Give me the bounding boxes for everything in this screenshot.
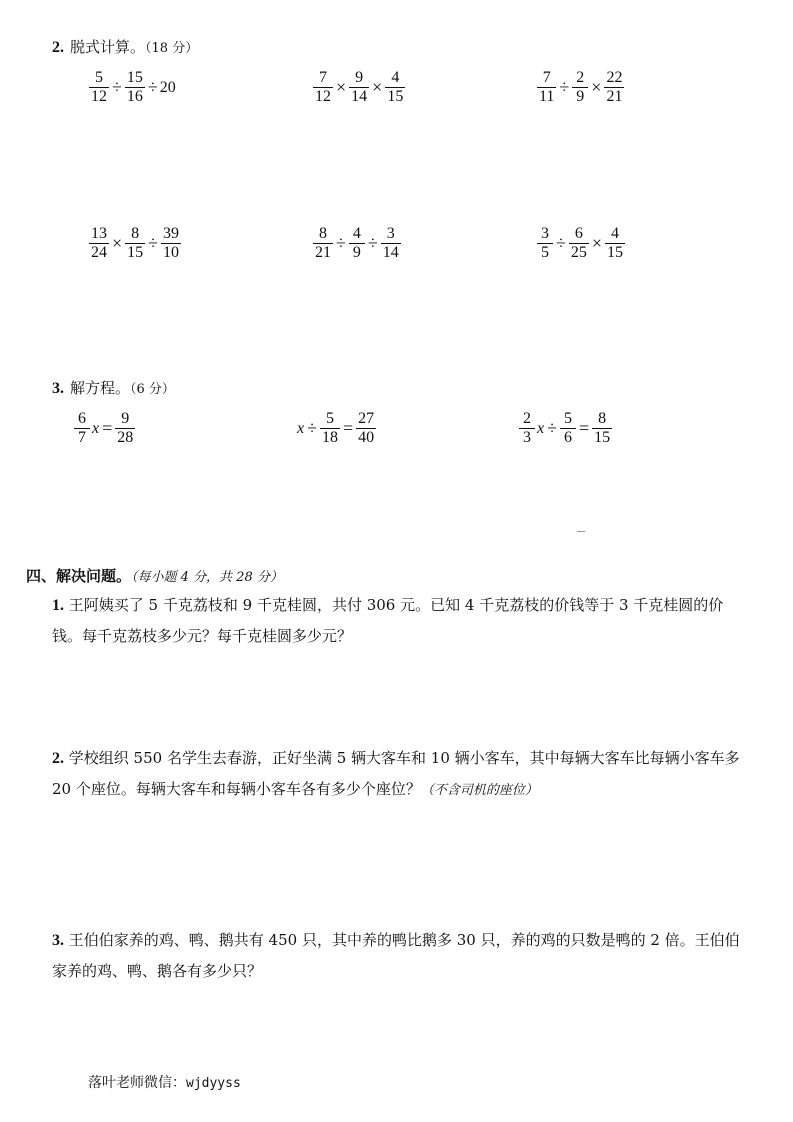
fraction bbox=[519, 411, 535, 446]
numerator: 5 bbox=[564, 410, 572, 427]
operator: ÷ bbox=[559, 77, 570, 97]
fraction bbox=[349, 70, 369, 105]
calc-expression-1 bbox=[88, 70, 176, 105]
problem-1-number: 1. bbox=[52, 597, 64, 614]
section-2-score: （18 分） bbox=[145, 41, 199, 56]
fraction bbox=[161, 226, 181, 261]
operator: ÷ bbox=[148, 233, 159, 253]
fraction bbox=[89, 70, 109, 105]
section-2-title: 脱式计算。 bbox=[70, 38, 146, 56]
denominator: 7 bbox=[74, 428, 90, 446]
number: 20 bbox=[159, 78, 176, 96]
denominator: 12 bbox=[315, 88, 331, 105]
numerator: 4 bbox=[611, 225, 620, 242]
numerator: 3 bbox=[541, 225, 549, 242]
operator: × bbox=[591, 233, 603, 253]
fraction bbox=[572, 70, 588, 105]
denominator: 16 bbox=[126, 88, 143, 105]
variable: x bbox=[92, 419, 100, 437]
fraction bbox=[356, 411, 376, 446]
scan-mark bbox=[577, 531, 585, 532]
denominator: 14 bbox=[382, 244, 399, 261]
denominator: 21 bbox=[315, 244, 331, 261]
denominator: 9 bbox=[349, 243, 365, 261]
variable: x bbox=[537, 419, 545, 437]
numerator: 22 bbox=[606, 69, 623, 86]
variable: x bbox=[297, 419, 305, 437]
fraction bbox=[592, 411, 612, 446]
numerator: 3 bbox=[386, 225, 395, 242]
fraction bbox=[349, 226, 365, 261]
numerator: 2 bbox=[576, 69, 585, 86]
section-4-title: 四、解决问题。 bbox=[26, 567, 132, 585]
fraction bbox=[313, 70, 333, 105]
denominator: 5 bbox=[537, 243, 553, 261]
section-2-heading bbox=[52, 36, 198, 57]
fraction bbox=[125, 70, 145, 105]
numerator: 13 bbox=[91, 225, 107, 242]
calc-expression-3 bbox=[536, 70, 625, 105]
operator: × bbox=[591, 77, 602, 97]
fraction bbox=[604, 70, 624, 105]
equation-3 bbox=[518, 411, 613, 446]
denominator: 15 bbox=[387, 88, 404, 105]
problem-3-number: 3. bbox=[52, 932, 64, 949]
numerator: 4 bbox=[391, 69, 400, 86]
footer-contact bbox=[88, 1072, 241, 1092]
fraction bbox=[385, 70, 405, 105]
calc-expression-6 bbox=[536, 226, 626, 261]
problem-2 bbox=[52, 743, 742, 806]
numerator: 8 bbox=[131, 225, 140, 242]
fraction bbox=[569, 226, 589, 261]
section-4-heading bbox=[26, 565, 283, 586]
numerator: 15 bbox=[126, 69, 143, 86]
operator: × bbox=[372, 77, 383, 97]
denominator: 15 bbox=[607, 244, 624, 261]
calc-expression-5 bbox=[312, 226, 402, 261]
equation-2 bbox=[296, 411, 377, 446]
denominator: 40 bbox=[358, 429, 375, 446]
section-4-note: （每小题 4 分，共 28 分） bbox=[131, 570, 283, 585]
denominator: 15 bbox=[127, 244, 144, 261]
fraction bbox=[320, 411, 340, 446]
numerator: 5 bbox=[326, 410, 334, 427]
fraction bbox=[537, 226, 553, 261]
operator: = bbox=[102, 418, 113, 438]
denominator: 10 bbox=[163, 244, 180, 261]
calc-expression-4 bbox=[88, 226, 182, 261]
problem-2-text: 学校组织 550 名学生去春游，正好坐满 5 辆大客车和 10 辆小客车，其中每辆大客车比每辆小客车多 20 个座位。每辆大客车和每辆小客车各有多少个座位？ bbox=[52, 749, 740, 798]
numerator: 4 bbox=[352, 225, 361, 242]
numerator: 6 bbox=[78, 410, 86, 427]
equation-1 bbox=[73, 411, 136, 446]
fraction bbox=[605, 226, 625, 261]
denominator: 11 bbox=[539, 88, 555, 105]
problem-2-note: （不含司机的座位） bbox=[420, 783, 538, 798]
section-3-score: （6 分） bbox=[130, 382, 175, 397]
numerator: 7 bbox=[542, 69, 551, 86]
denominator: 21 bbox=[606, 88, 623, 105]
denominator: 6 bbox=[560, 428, 576, 446]
operator: ÷ bbox=[336, 233, 346, 253]
fraction bbox=[560, 411, 576, 446]
numerator: 9 bbox=[355, 69, 364, 86]
denominator: 3 bbox=[519, 428, 535, 446]
numerator: 5 bbox=[95, 69, 103, 86]
numerator: 7 bbox=[319, 69, 327, 86]
numerator: 9 bbox=[121, 410, 130, 427]
section-3-heading bbox=[52, 377, 175, 398]
denominator: 14 bbox=[351, 88, 368, 105]
denominator: 24 bbox=[91, 244, 107, 261]
footer-wechat-id: wjdyyss bbox=[186, 1076, 241, 1091]
problem-3-text: 王伯伯家养的鸡、鸭、鹅共有 450 只，其中养的鸭比鹅多 30 只，养的鸡的只数是鸭的 2 倍。王伯伯家养的鸡、鸭、鹅各有多少只？ bbox=[52, 931, 740, 980]
operator: ÷ bbox=[367, 233, 378, 253]
fraction bbox=[537, 70, 556, 105]
denominator: 25 bbox=[570, 244, 587, 261]
numerator: 8 bbox=[319, 225, 327, 242]
numerator: 8 bbox=[598, 410, 607, 427]
fraction bbox=[115, 411, 135, 446]
fraction bbox=[313, 226, 333, 261]
problem-1 bbox=[52, 590, 742, 652]
numerator: 39 bbox=[163, 225, 180, 242]
numerator: 27 bbox=[358, 410, 375, 427]
operator: = bbox=[343, 418, 354, 438]
operator: ÷ bbox=[112, 77, 122, 97]
denominator: 28 bbox=[117, 429, 134, 446]
section-3-number: 3. bbox=[52, 380, 64, 397]
operator: ÷ bbox=[547, 418, 557, 438]
footer-label: 落叶老师微信： bbox=[88, 1075, 186, 1091]
operator: ÷ bbox=[147, 77, 158, 97]
problem-3 bbox=[52, 925, 742, 987]
section-2-number: 2. bbox=[52, 39, 64, 56]
operator: = bbox=[579, 418, 590, 438]
fraction bbox=[125, 226, 145, 261]
operator: × bbox=[336, 77, 347, 97]
fraction bbox=[89, 226, 109, 261]
numerator: 2 bbox=[523, 410, 531, 427]
denominator: 12 bbox=[91, 88, 107, 105]
operator: ÷ bbox=[307, 418, 317, 438]
problem-2-number: 2. bbox=[52, 750, 64, 767]
fraction bbox=[381, 226, 401, 261]
denominator: 9 bbox=[572, 87, 588, 105]
denominator: 18 bbox=[322, 429, 338, 446]
fraction bbox=[74, 411, 90, 446]
numerator: 6 bbox=[574, 225, 583, 242]
denominator: 15 bbox=[594, 429, 611, 446]
operator: ÷ bbox=[556, 233, 566, 253]
operator: × bbox=[112, 233, 123, 253]
calc-expression-2 bbox=[312, 70, 406, 105]
section-3-title: 解方程。 bbox=[70, 379, 131, 397]
problem-1-text: 王阿姨买了 5 千克荔枝和 9 千克桂圆，共付 306 元。已知 4 千克荔枝的价钱等于 3 千克桂圆的价钱。每千克荔枝多少元？每千克桂圆多少元？ bbox=[52, 596, 724, 645]
